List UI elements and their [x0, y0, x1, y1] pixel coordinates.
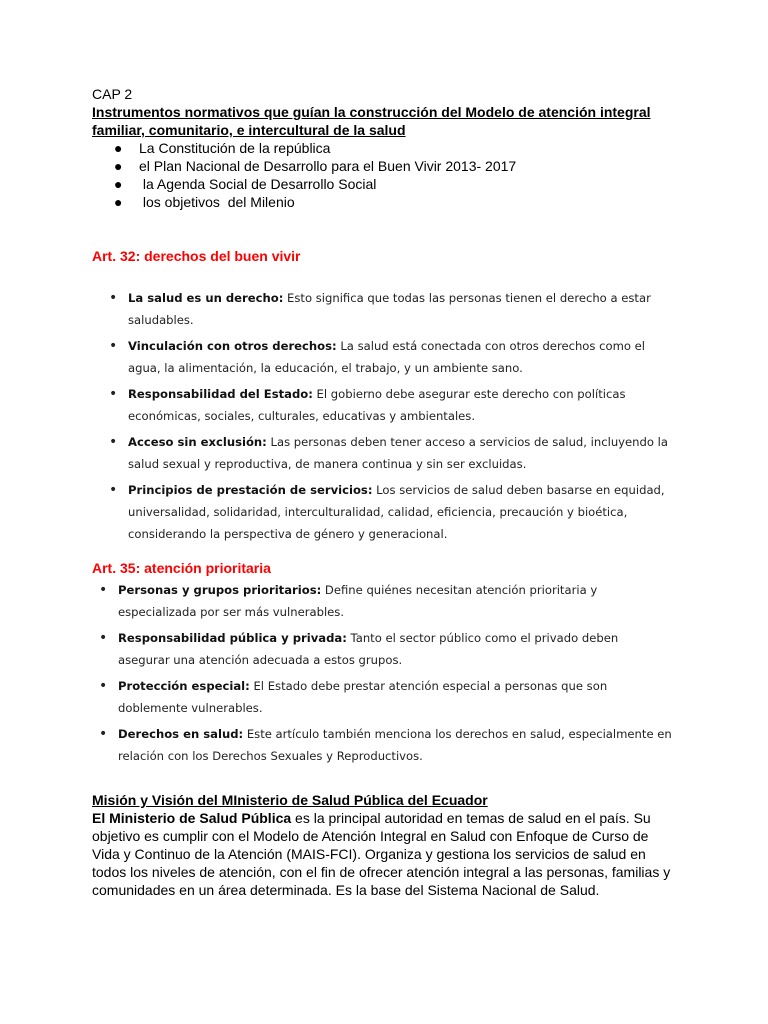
list-item: • Responsabilidad pública y privada: Tanto el sector público como el privado deben asegurar una atención adecuada a estos grupos. [92, 627, 672, 671]
list-item: • Personas y grupos prioritarios: Define quiénes necesitan atención prioritaria y especializada por ser más vulnerables. [92, 579, 672, 623]
list-item: ● La Constitución de la república [114, 140, 331, 156]
art32-list [92, 287, 672, 545]
mision-heading: Misión y Visión del MInisterio de Salud Pública del Ecuador [92, 792, 488, 808]
bullet-icon: ● [114, 194, 123, 210]
list-item: • La salud es un derecho: Esto significa que todas las personas tienen el derecho a estar saludables. [92, 287, 672, 331]
bullet-icon: • [99, 678, 108, 694]
art32-title: Art. 32: derechos del buen vivir [92, 248, 301, 264]
document-page [92, 86, 672, 899]
bullet-icon: • [99, 726, 108, 742]
bullet-icon: • [109, 482, 118, 498]
list-item: • Protección especial: El Estado debe prestar atención especial a personas que son doblemente vulnerables. [92, 675, 672, 719]
bullet-icon: • [109, 434, 118, 450]
bullet-icon: • [99, 630, 108, 646]
bullet-icon: ● [114, 158, 123, 174]
bullet-icon: ● [114, 176, 123, 192]
mision-paragraph: El Ministerio de Salud Pública es la principal autoridad en temas de salud en el país. Su objetivo es cumplir con el Modelo de Atención Integral en Salud con Enfoque de Curso de Vida y Continuo de la Atención (MAIS-FCI). Organiza y gestiona los servicios de salud en todos los niveles de atención, con el fin de ofrecer atención integral a las personas, familias y comunidades en un área determinada. Es la base del Sistema Nacional de Salud. [92, 810, 671, 898]
bullet-icon: • [109, 338, 118, 354]
list-item: • Acceso sin exclusión: Las personas deben tener acceso a servicios de salud, incluyendo la salud sexual y reproductiva, de manera continua y sin ser excluidas. [92, 431, 672, 475]
bullet-icon: ● [114, 140, 123, 156]
instrumentos-list [92, 139, 672, 211]
list-item: • Principios de prestación de servicios: Los servicios de salud deben basarse en equidad, universalidad, solidaridad, interculturalidad, calidad, eficiencia, precaución y bioética, considerando la perspectiva de género y generacional. [92, 479, 672, 545]
bullet-icon: • [99, 582, 108, 598]
art35-title: Art. 35: atención prioritaria [92, 560, 271, 576]
art35-list [92, 579, 672, 767]
list-item: • Derechos en salud: Este artículo también menciona los derechos en salud, especialmente en relación con los Derechos Sexuales y Reproductivos. [92, 723, 672, 767]
chapter-label: CAP 2 [92, 86, 133, 102]
instrumentos-heading: Instrumentos normativos que guían la construcción del Modelo de atención integral familiar, comunitario, e intercultural de la salud [92, 104, 651, 138]
bullet-icon: • [109, 386, 118, 402]
list-item: ● la Agenda Social de Desarrollo Social [114, 176, 377, 192]
bullet-icon: • [109, 290, 118, 306]
list-item: • Responsabilidad del Estado: El gobierno debe asegurar este derecho con políticas económicas, sociales, culturales, educativas y ambientales. [92, 383, 672, 427]
list-item: • Vinculación con otros derechos: La salud está conectada con otros derechos como el agua, la alimentación, la educación, el trabajo, y un ambiente sano. [92, 335, 672, 379]
list-item: ● los objetivos del Milenio [114, 194, 295, 210]
list-item: ● el Plan Nacional de Desarrollo para el Buen Vivir 2013- 2017 [114, 158, 517, 174]
